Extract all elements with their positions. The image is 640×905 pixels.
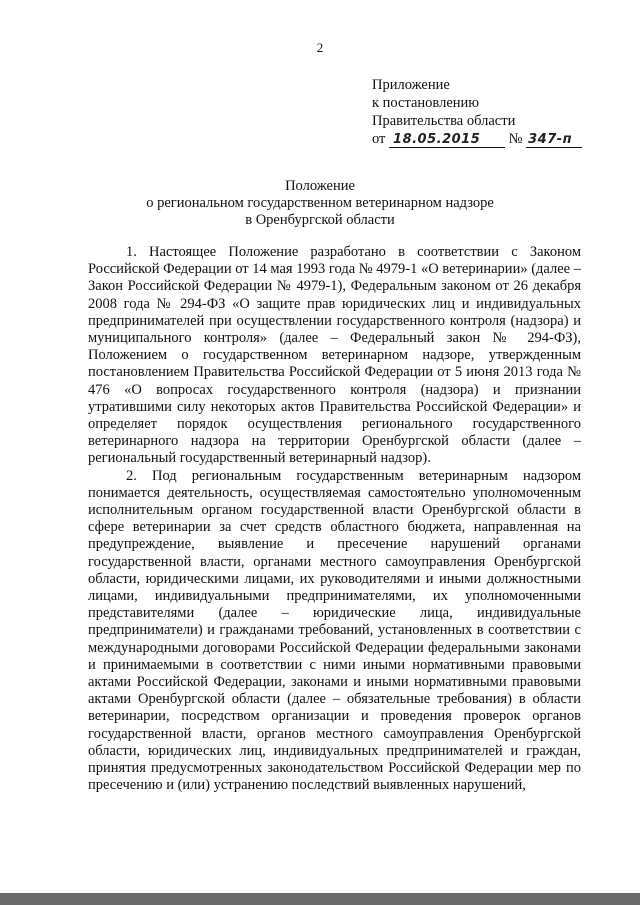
handwritten-number: 347-п [528,132,573,147]
page-number: 2 [316,40,324,55]
appendix-line-1: Приложение [372,77,450,93]
paragraph-2: 2. Под региональным государственным ветеринарным надзором понимается деятельность, осуществляемая самостоятельно уполномоченным исполнительным органом государственной власти Оренбургской области в сфере ветеринарии за счет средств областного бюджета, направленная на предупреждение, выявление и пресечение нарушений органами государственной власти, органами местного самоуправления Оренбургской области, юридическими лицами, их руководителями и иными должностными лицами, индивидуальными предпринимателями, их уполномоченными представителями (далее – юридические лица, индивидуальные предприниматели) и гражданами требований, установленных в соответствии с международными договорами Российской Федерации федеральными законами и принимаемыми в соответствии с ними иными нормативными правовыми актами Российской Федерации, законами и иными нормативными правовыми актами Оренбургской области (далее – обязательные требования) в области ветеринарии, посредством организации и проведения проверок органов государственной власти, органов местного самоуправления Оренбургской области, юридических лиц, индивидуальных предпринимателей и граждан, принятия предусмотренных законодательством Российской Федерации мер по пресечению и (или) устранению последствий выявленных нарушений, [88,467,581,794]
scan-edge-bar [0,893,640,905]
paragraph-1: 1. Настоящее Положение разработано в соответствии с Законом Российской Федерации от 14 мая 1993 года № 4979-1 «О ветеринарии» (далее – Закон Российской Федерации № 4979-1), Федеральным законом от 26 декабря 2008 года № 294-ФЗ «О защите прав юридических лиц и индивидуальных предпринимателей при осуществлении государственного контроля (надзора) и муниципального контроля» (далее – Федеральный закон № 294-ФЗ), Положением о государственном ветеринарном надзоре, утвержденным постановлением Правительства Российской Федерации от 5 июня 2013 года № 476 «О вопросах государственного контроля (надзора) и признании утратившими силу некоторых актов Правительства Российской Федерации» и определяет порядок осуществления регионального государственного ветеринарного надзора на территории Оренбургской области (далее – региональный государственный ветеринарный надзор). [88,244,581,467]
appendix-line-2: к постановлению [372,95,480,111]
from-label: от [372,131,386,147]
title-line-2: о региональном государственном ветеринарном надзоре [146,195,494,211]
title-line-1: Положение [285,178,355,194]
appendix-block [372,76,582,148]
document-body [88,244,581,795]
handwritten-date: 18.05.2015 [393,132,481,147]
date-field [389,132,505,148]
document-title [0,178,640,229]
appendix-line-3: Правительства области [372,113,516,129]
appendix-date-number-line [372,130,582,148]
title-line-3: в Оренбургской области [245,212,395,228]
number-field [526,132,582,148]
number-label: № [508,131,523,147]
